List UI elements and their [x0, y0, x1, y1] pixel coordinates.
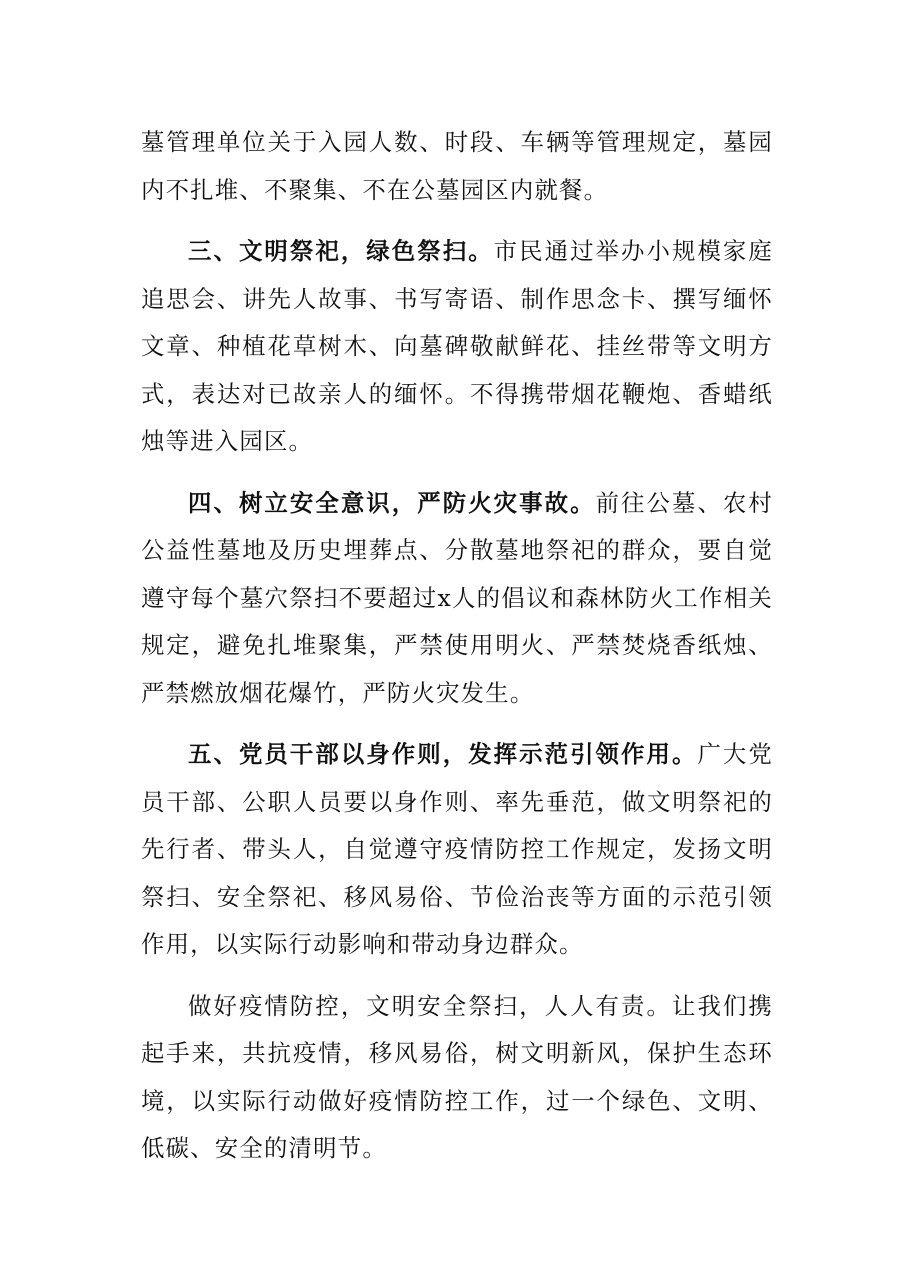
section-3-heading: 三、文明祭祀，绿色祭扫。: [188, 237, 494, 265]
paragraph-section-3: [141, 228, 773, 466]
section-4-heading: 四、树立安全意识，严防火灾事故。: [188, 488, 596, 517]
paragraph-text: 前往公墓、农村公益性墓地及历史埋葬点、分散墓地祭祀的群众，要自觉遵守每个墓穴祭扫不要超过x人的倡议和森林防火工作相关规定，避免扎堆聚集，严禁使用明火、严禁焚烧香纸烛、严禁燃放烟花爆竹，严防火灾发生。: [141, 488, 773, 707]
paragraph-section-5: [141, 731, 773, 969]
document-body: [141, 119, 773, 1173]
paragraph-text: 广大党员干部、公职人员要以身作则、率先垂范，做文明祭祀的先行者、带头人，自觉遵守疫情防控工作规定，发扬文明祭扫、安全祭祀、移风易俗、节俭治丧等方面的示范引领作用，以实际行动影响和带动身边群众。: [141, 740, 773, 958]
section-5-heading: 五、党员干部以身作则，发挥示范引领作用。: [188, 740, 698, 768]
paragraph-continuation: [141, 119, 773, 214]
paragraph-text: 墓管理单位关于入园人数、时段、车辆等管理规定，墓园内不扎堆、不聚集、不在公墓园区内就餐。: [141, 128, 773, 204]
paragraph-text: 做好疫情防控，文明安全祭扫，人人有责。让我们携起手来，共抗疫情，移风易俗，树文明新风，保护生态环境，以实际行动做好疫情防控工作，过一个绿色、文明、低碳、安全的清明节。: [141, 991, 773, 1162]
paragraph-closing: [141, 983, 773, 1173]
paragraph-text: 市民通过举办小规模家庭追思会、讲先人故事、书写寄语、制作思念卡、撰写缅怀文章、种植花草树木、向墓碑敬献鲜花、挂丝带等文明方式，表达对已故亲人的缅怀。不得携带烟花鞭炮、香蜡纸烛等进入园区。: [141, 237, 773, 455]
paragraph-section-4: [141, 480, 773, 718]
